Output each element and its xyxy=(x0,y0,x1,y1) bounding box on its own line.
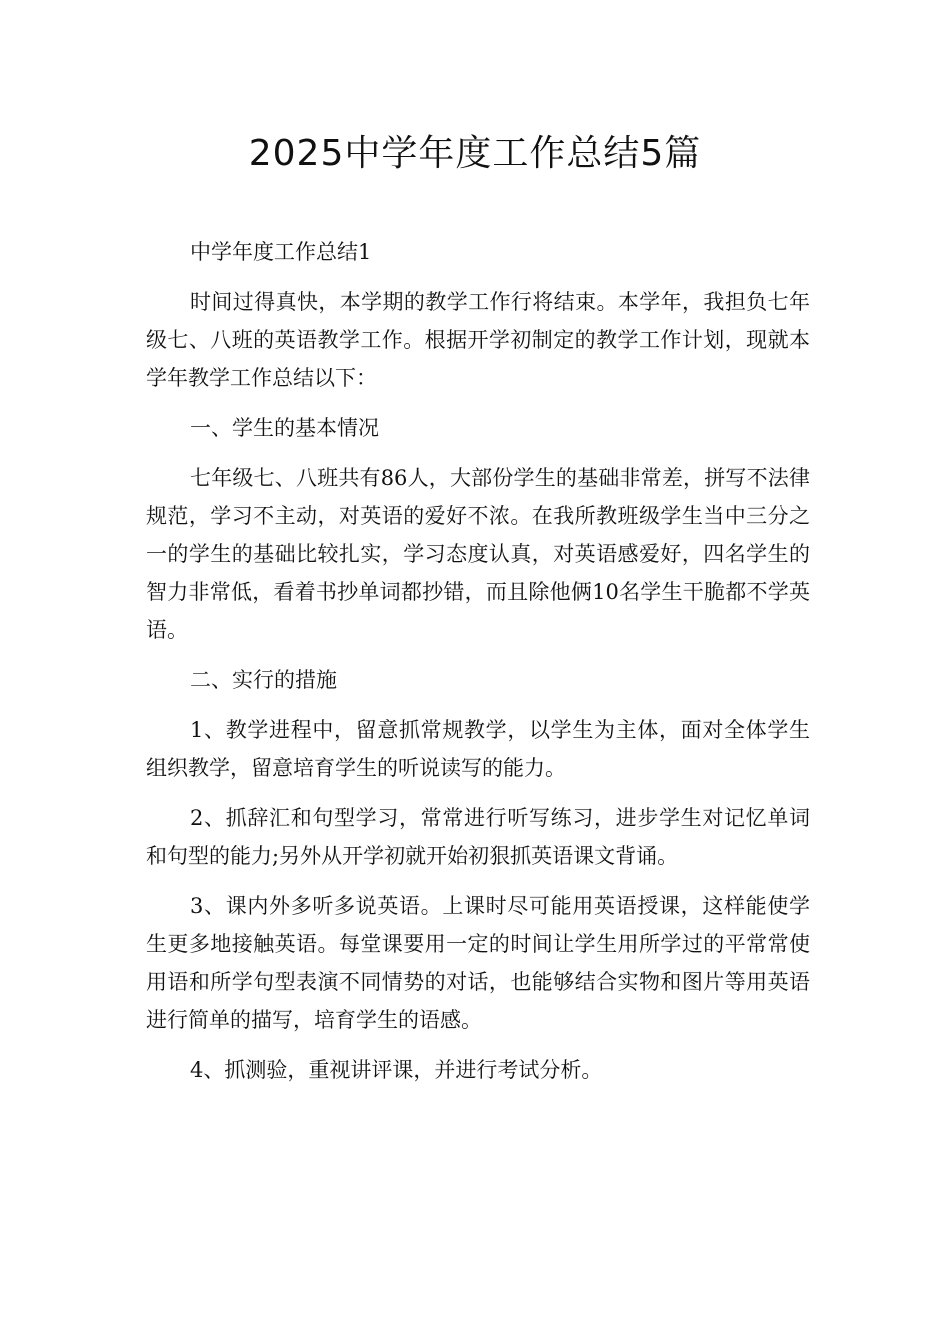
list-item: 4、抓测验，重视讲评课，并进行考试分析。 xyxy=(190,1058,603,1082)
paragraph: 七年级七、八班共有86人，大部份学生的基础非常差，拼写不法律规范，学习不主动，对英语的爱好不浓。在我所教班级学生当中三分之一的学生的基础比较扎实，学习态度认真，对英语感爱好，四名学生的智力非常低，看着书抄单词都抄错，而且除他俩10名学生干脆都不学英语。 xyxy=(146,466,810,642)
subsection-heading: 一、学生的基本情况 xyxy=(190,416,379,440)
list-item: 3、课内外多听多说英语。上课时尽可能用英语授课，这样能使学生更多地接触英语。每堂课要用一定的时间让学生用所学过的平常常使用语和所学句型表演不同情势的对话，也能够结合实物和图片等用英语进行简单的描写，培育学生的语感。 xyxy=(146,894,810,1032)
document-title: 2025中学年度工作总结5篇 xyxy=(248,133,702,174)
section-heading: 中学年度工作总结1 xyxy=(190,240,372,264)
list-item: 2、抓辞汇和句型学习，常常进行听写练习，进步学生对记忆单词和句型的能力;另外从开学初就开始初狠抓英语课文背诵。 xyxy=(146,806,810,868)
subsection-heading: 二、实行的措施 xyxy=(190,668,337,692)
paragraph: 时间过得真快，本学期的教学工作行将结束。本学年，我担负七年级七、八班的英语教学工作。根据开学初制定的教学工作计划，现就本学年教学工作总结以下： xyxy=(146,290,810,390)
document-body xyxy=(146,233,810,1101)
list-item: 1、教学进程中，留意抓常规教学，以学生为主体，面对全体学生组织教学，留意培育学生的听说读写的能力。 xyxy=(146,718,810,780)
